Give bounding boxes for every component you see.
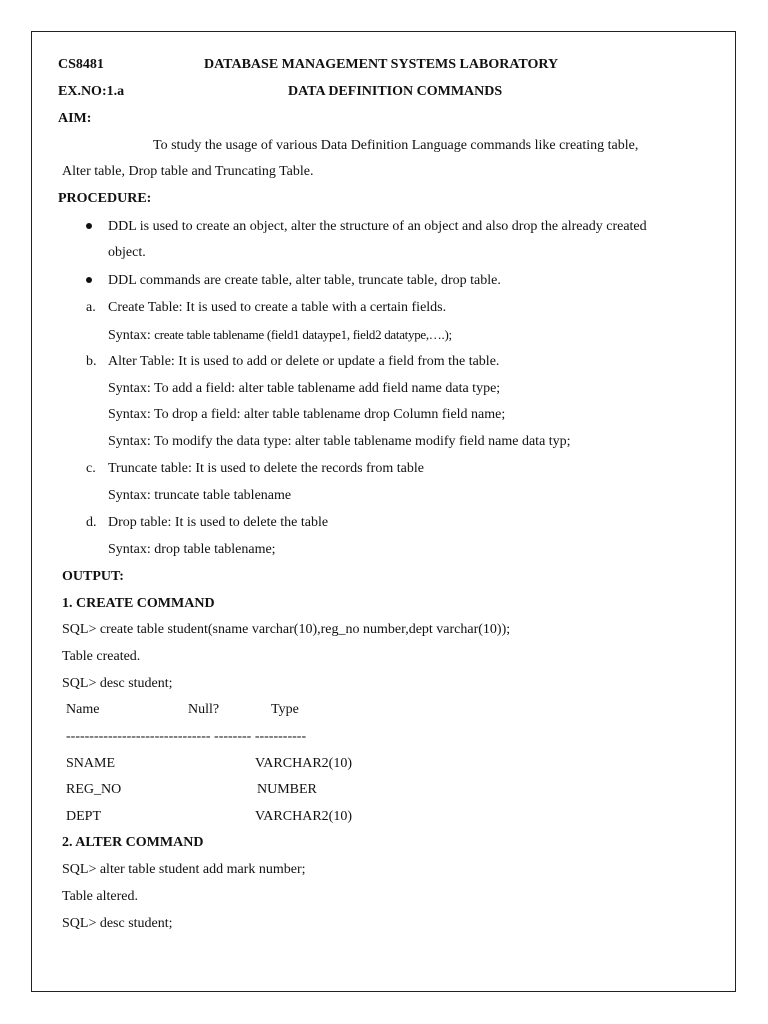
alter-result: Table altered. [62, 889, 138, 904]
table-row-type: NUMBER [257, 782, 317, 797]
item-d-marker: d. [86, 515, 97, 530]
procedure-bullet2: DDL commands are create table, alter table, truncate table, drop table. [108, 273, 501, 288]
table-row-name: REG_NO [66, 782, 122, 797]
table-row-name: DEPT [66, 809, 101, 824]
item-d-syntax: Syntax: drop table tablename; [108, 542, 276, 557]
procedure-bullet1-line1: DDL is used to create an object, alter the structure of an object and also drop the already created [108, 219, 647, 234]
item-b-syntax1: Syntax: To add a field: alter table tablename add field name data type; [108, 381, 501, 396]
procedure-heading: PROCEDURE: [58, 191, 152, 206]
bullet-icon [86, 218, 94, 226]
table-separator: ------------------------------- -------- ----------- [66, 729, 307, 744]
output-heading: OUTPUT: [62, 569, 124, 584]
item-b-marker: b. [86, 354, 97, 369]
create-sql: SQL> create table student(sname varchar(10),reg_no number,dept varchar(10)); [62, 622, 511, 637]
item-b-syntax2: Syntax: To drop a field: alter table tablename drop Column field name; [108, 407, 506, 422]
course-code: CS8481 [58, 57, 104, 72]
item-a-marker: a. [86, 300, 96, 315]
exercise-number: EX.NO:1.a [58, 84, 125, 99]
course-title: DATABASE MANAGEMENT SYSTEMS LABORATORY [204, 57, 559, 72]
item-b-syntax3: Syntax: To modify the data type: alter table tablename modify field name data typ; [108, 434, 571, 449]
alter-command-heading: 2. ALTER COMMAND [62, 835, 204, 850]
alter-sql: SQL> alter table student add mark number; [62, 862, 306, 877]
item-c-syntax: Syntax: truncate table tablename [108, 488, 292, 503]
table-row-name: SNAME [66, 756, 116, 771]
table-header-type: Type [271, 702, 299, 717]
desc-sql: SQL> desc student; [62, 676, 173, 691]
table-row-type: VARCHAR2(10) [255, 809, 352, 824]
table-row-type: VARCHAR2(10) [255, 756, 352, 771]
create-command-heading: 1. CREATE COMMAND [62, 596, 215, 611]
item-c-marker: c. [86, 461, 96, 476]
aim-text-line1: To study the usage of various Data Definition Language commands like creating table, [153, 138, 639, 153]
exercise-title: DATA DEFINITION COMMANDS [288, 84, 503, 99]
aim-heading: AIM: [58, 111, 92, 126]
item-a-syntax-prefix: Syntax: [108, 328, 155, 343]
create-result: Table created. [62, 649, 141, 664]
item-a-syntax-line [108, 326, 452, 345]
item-b-text: Alter Table: It is used to add or delete or update a field from the table. [108, 354, 500, 369]
table-header-null: Null? [188, 702, 220, 717]
table-header-name: Name [66, 702, 100, 717]
aim-text-line2: Alter table, Drop table and Truncating Table. [62, 164, 314, 179]
procedure-bullet1-line2: object. [108, 245, 146, 260]
item-d-text: Drop table: It is used to delete the table [108, 515, 329, 530]
item-a-syntax: create table tablename (field1 dataype1, field2 datatype,….); [154, 327, 452, 342]
item-c-text: Truncate table: It is used to delete the records from table [108, 461, 424, 476]
bullet-icon [86, 272, 94, 280]
desc-sql-2: SQL> desc student; [62, 916, 173, 931]
item-a-text: Create Table: It is used to create a table with a certain fields. [108, 300, 447, 315]
